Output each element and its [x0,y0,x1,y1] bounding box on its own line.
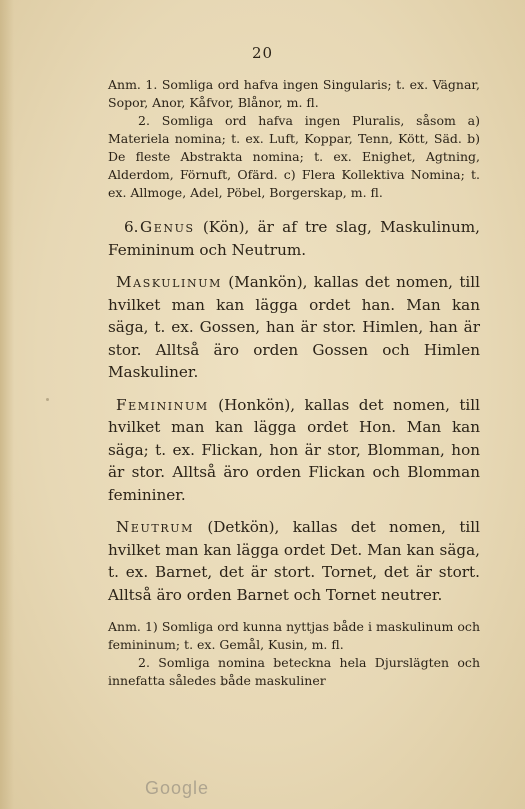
page-binding-shadow [0,0,14,809]
heading-genus: Genus [140,218,195,236]
paragraph-genus [108,216,480,261]
neutrum-text: (Detkön), kallas det nomen, till hvilket man kan lägga ordet Det. Man kan säga, t. ex. Barnet, det är stort. Tornet, det är stort. Alltså äro orden Barnet och Tornet neutrer. [108,518,481,604]
genus-text: (Kön), är af tre slag, Maskulinum, Femininum och Neutrum. [108,218,481,259]
page-text [108,76,480,690]
note-2-item-1: Anm. 1) Somliga ord kunna nyttjas både i maskulinum och femininum; t. ex. Gemål, Kusin, m. fl. [108,619,480,652]
note-1-item-2: 2. Somliga ord hafva ingen Pluralis, såsom a) Materiela nomina; t. ex. Luft, Koppar, Tenn, Kött, Säd. b) De fleste Abstrakta nomina; t. ex. Enighet, Agtning, Alderdom, Förnuft, Ofärd. c) Flera Kollektiva Nomina; t. ex. Allmoge, Adel, Pöbel, Borgerskap, m. fl. [108,113,480,200]
heading-femininum: Femininum [116,395,209,414]
google-watermark: Google [145,778,210,798]
paragraph-neutrum [108,516,480,606]
note-1-item-1: Anm. 1. Somliga ord hafva ingen Singularis; t. ex. Vägnar, Sopor, Anor, Kåfvor, Blånor, m. fl. [108,77,480,110]
heading-neutrum: Neutrum [116,518,194,536]
section-number: 6. [124,218,139,236]
paragraph-femininum [108,394,480,507]
paragraph-maskulinum [108,271,480,384]
note-block-2 [108,618,480,690]
maskulinum-text: (Mankön), kallas det nomen, till hvilket man kan lägga ordet han. Man kan säga, t. ex. Gossen, han är stor. Himlen, han är stor. Alltså äro orden Gossen och Himlen Maskuliner. [108,273,480,381]
heading-maskulinum: Maskulinum [116,273,222,291]
page-number: 20 [251,44,274,62]
note-2-item-2: 2. Somliga nomina beteckna hela Djurslägten och innefatta således både maskuliner [108,655,480,688]
paper-speck [46,398,49,401]
note-block-1 [108,76,480,202]
main-body [108,216,480,606]
femininum-text: (Honkön), kallas det nomen, till hvilket man kan lägga ordet Hon. Man kan säga; t. ex. Flickan, hon är stor, Blomman, hon är stor. Alltså äro orden Flickan och Blomman femininer. [108,395,480,504]
